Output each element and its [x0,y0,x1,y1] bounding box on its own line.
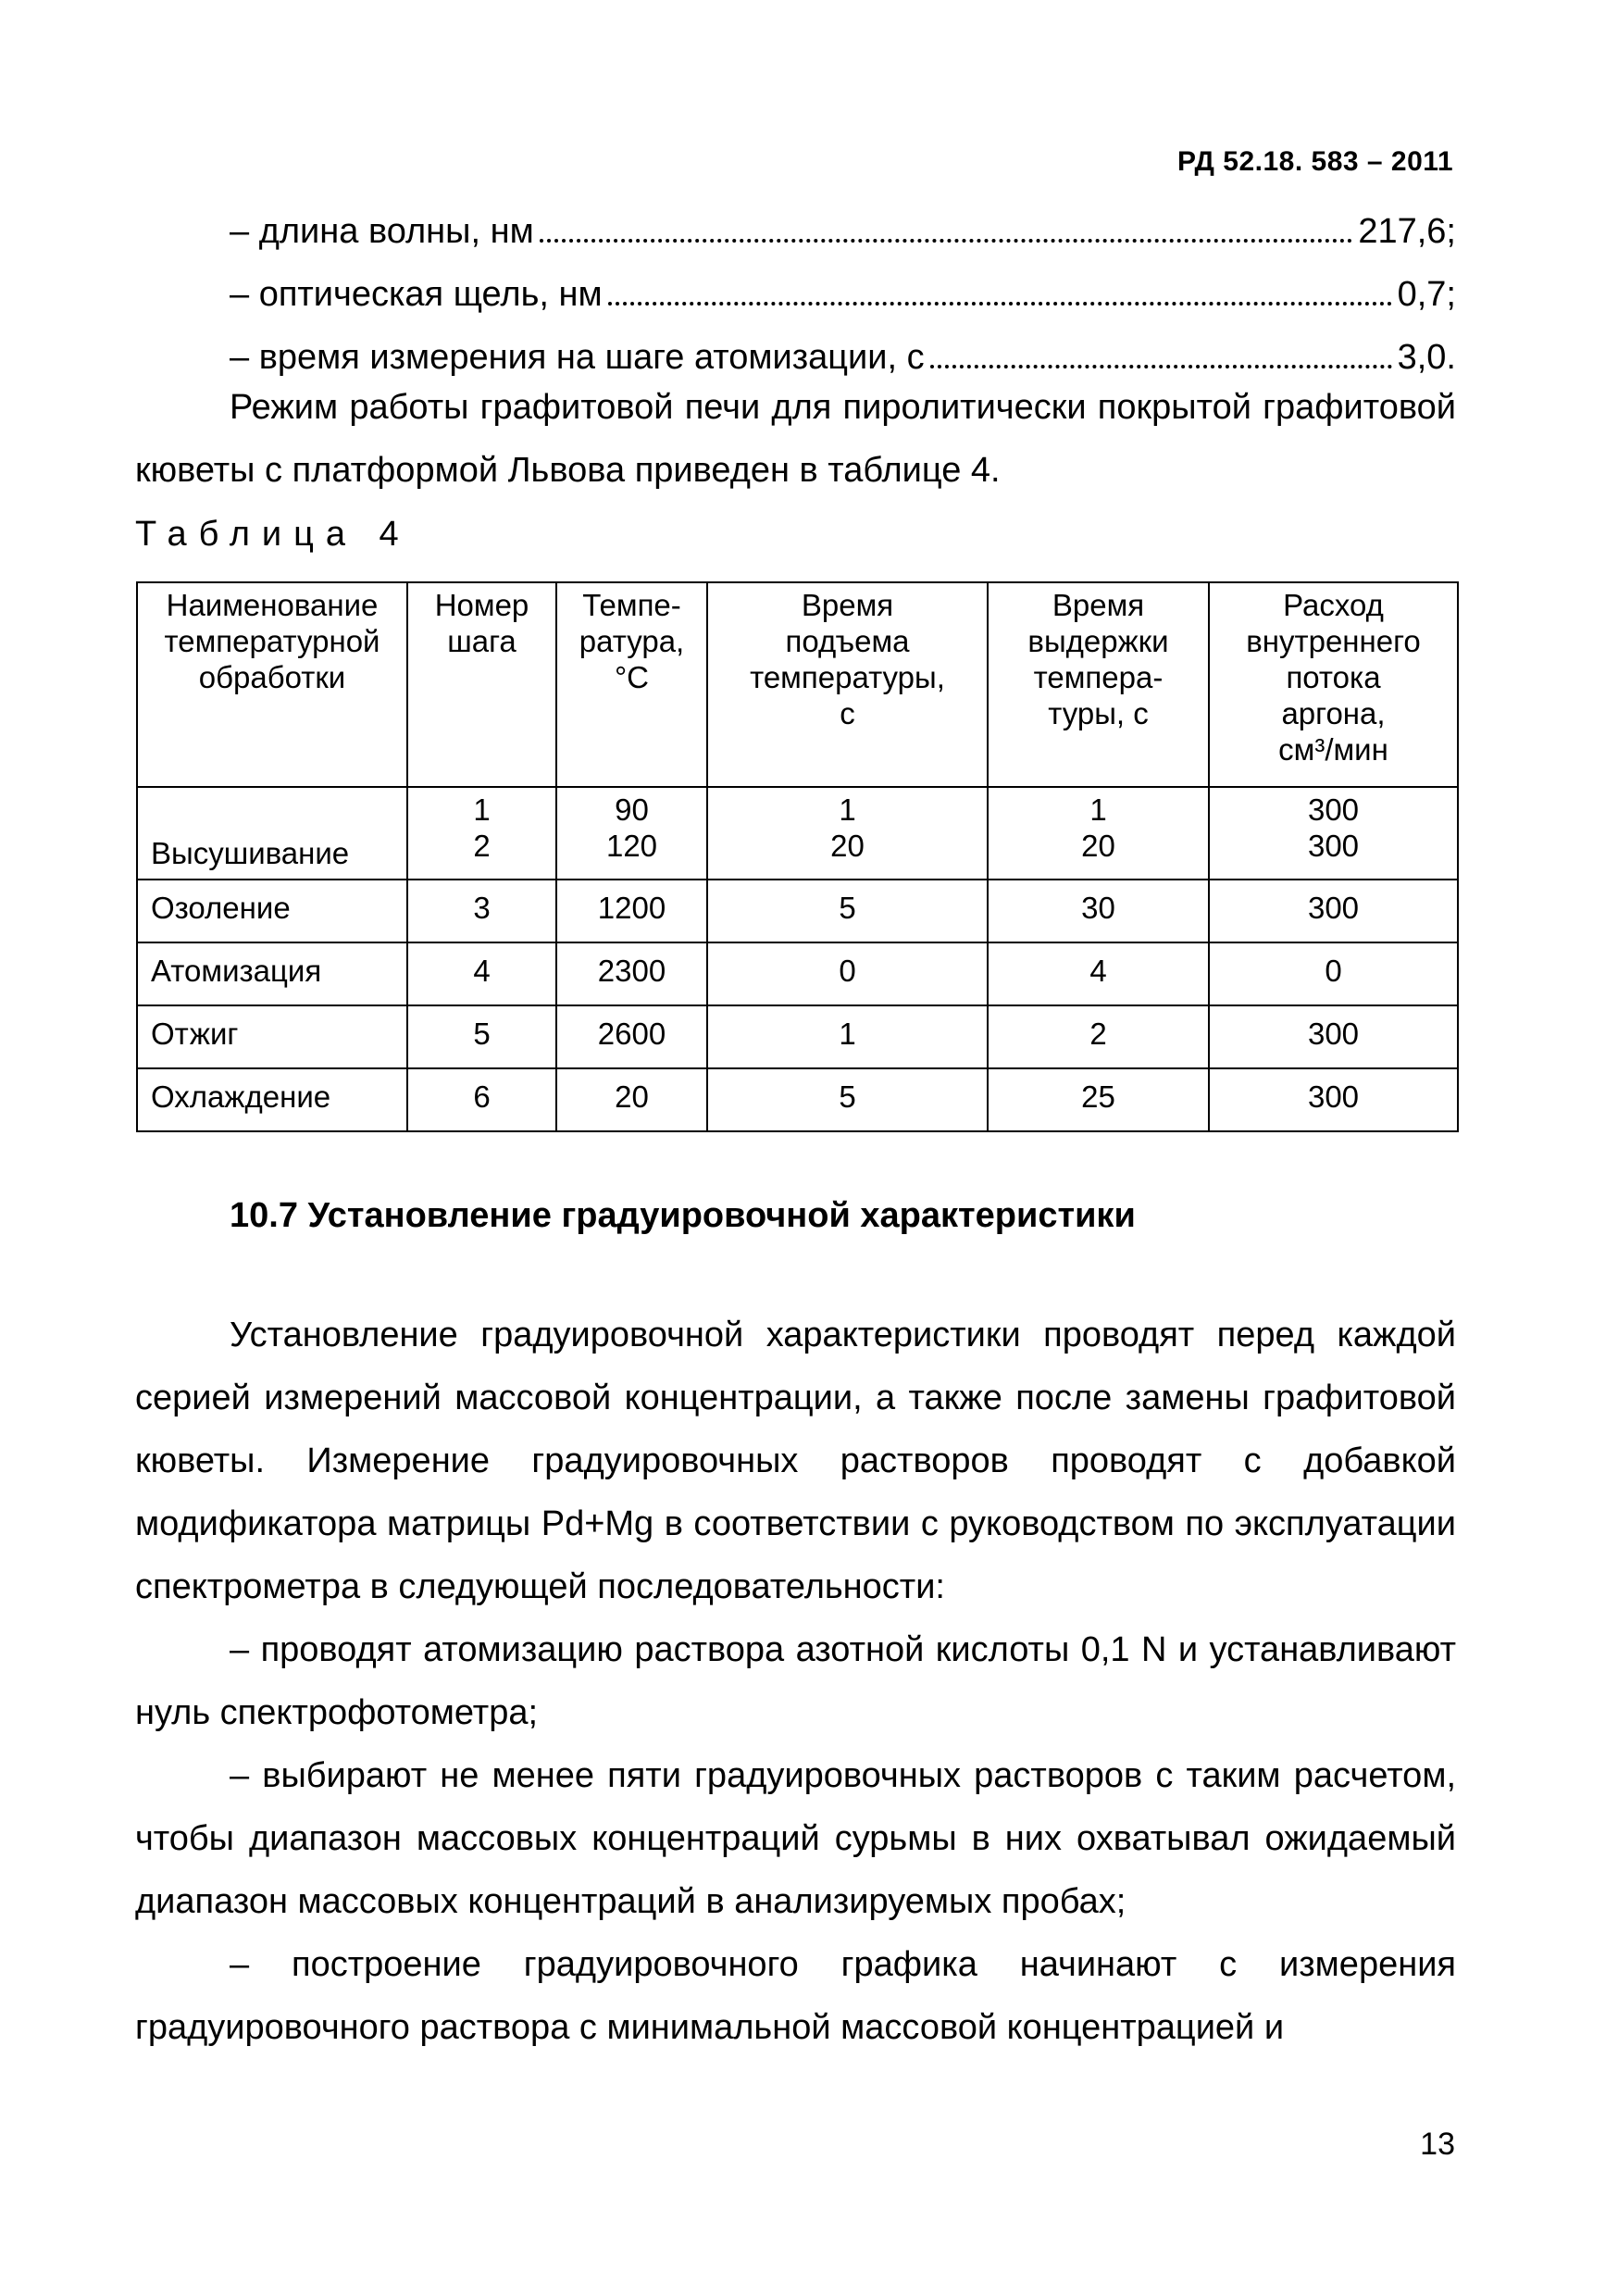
ramp-cell: 1 [707,1005,988,1068]
list-item: – выбирают не менее пяти градуировочных растворов с таким расчетом, чтобы диапазон массовых концентраций сурьмы в них охватывал ожидаемый диапазон массовых концентраций в анализируемых пробах; [135,1756,1456,1921]
document-code: РД 52.18. 583 – 2011 [1176,146,1453,177]
stage-name: Отжиг [137,1005,407,1068]
flow-cell: 300 [1209,880,1458,942]
stage-name: Охлаждение [137,1068,407,1131]
temperature-cell: 2600 [556,1005,707,1068]
hold-cell: 25 [988,1068,1209,1131]
header-step-number: Номер шага [407,582,556,787]
parameter-measure-time [230,337,1456,378]
parameter-value: 0,7; [1397,275,1456,314]
dot-leader [608,302,1392,306]
temperature-cell: 90 120 [556,787,707,880]
hold-cell: 1 20 [988,787,1209,880]
section-paragraph: Установление градуировочной характеристики проводят перед каждой серией измерений массовой концентрации, а также после замены графитовой кюветы. Измерение градуировочных растворов проводят с добавкой модификатора матрицы Pd+Mg в соответствии с руководством по эксплуатации спектрометра в следующей последовательности: [135,1316,1456,1606]
stage-name: Озоление [137,880,407,942]
flow-cell: 300 [1209,1005,1458,1068]
flow-cell: 300 300 [1209,787,1458,880]
hold-cell: 2 [988,1005,1209,1068]
flow-cell: 0 [1209,942,1458,1005]
ramp-cell: 5 [707,1068,988,1131]
furnace-program-table [136,581,1459,1132]
header-argon-flow: Расход внутреннего потока аргона, см³/мин [1209,582,1458,787]
header-ramp-time: Время подъема температуры, с [707,582,988,787]
ramp-cell: 1 20 [707,787,988,880]
step-cell: 1 2 [407,787,556,880]
dot-leader [540,239,1353,243]
dot-leader [930,365,1392,368]
stage-name: Высушивание [137,787,407,880]
parameter-value: 3,0. [1397,338,1456,377]
hold-cell: 4 [988,942,1209,1005]
parameter-wavelength [230,211,1456,252]
section-heading: 10.7 Установление градуировочной характеристики [230,1196,1136,1235]
step-cell: 4 [407,942,556,1005]
table-row [137,880,1458,942]
flow-cell: 300 [1209,1068,1458,1131]
list-item: – проводят атомизацию раствора азотной кислоты 0,1 N и устанавливают нуль спектрофотометра; [135,1630,1456,1732]
header-temperature: Темпе- ратура, °С [556,582,707,787]
temperature-cell: 2300 [556,942,707,1005]
table-caption: Таблица 4 [135,515,411,554]
table-row [137,787,1458,880]
table-row [137,1005,1458,1068]
temperature-cell: 20 [556,1068,707,1131]
list-item: – построение градуировочного графика начинают с измерения градуировочного раствора с минимальной массовой концентрацией и [135,1945,1456,2047]
hold-cell: 30 [988,880,1209,942]
intro-paragraph: Режим работы графитовой печи для пиролитически покрытой графитовой кюветы с платформой Львова приведен в таблице 4. [135,388,1456,490]
table-row [137,942,1458,1005]
ramp-cell: 0 [707,942,988,1005]
parameter-label: – время измерения на шаге атомизации, с [230,338,925,377]
parameter-slit [230,274,1456,315]
step-cell: 3 [407,880,556,942]
header-stage-name: Наименование температурной обработки [137,582,407,787]
step-cell: 6 [407,1068,556,1131]
temperature-cell: 1200 [556,880,707,942]
page-number: 13 [1420,2127,1455,2162]
step-cell: 5 [407,1005,556,1068]
stage-name: Атомизация [137,942,407,1005]
ramp-cell: 5 [707,880,988,942]
header-hold-time: Время выдержки темпера- туры, с [988,582,1209,787]
table-header-row [137,582,1458,787]
parameter-value: 217,6; [1358,212,1456,251]
table-row [137,1068,1458,1131]
parameter-label: – оптическая щель, нм [230,275,603,314]
parameter-label: – длина волны, нм [230,212,534,251]
